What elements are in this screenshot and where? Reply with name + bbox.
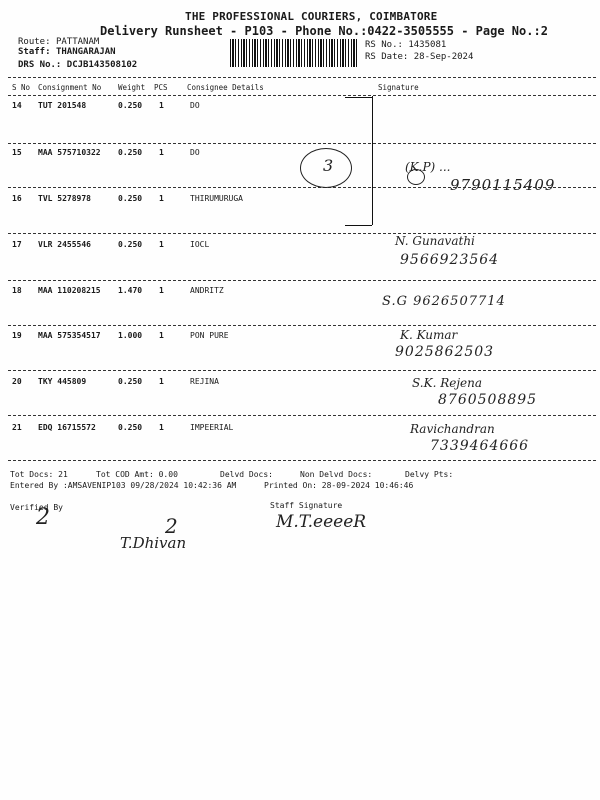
route-value: PATTANAM: [55, 37, 100, 47]
row-consignee: PON PURE: [190, 331, 229, 340]
row-sno: 20: [12, 377, 22, 386]
rs-date: RS Date: 28-Sep-2024: [365, 52, 474, 62]
company-title: THE PROFESSIONAL COURIERS, COIMBATORE: [185, 10, 438, 23]
row-consignee: DO: [190, 148, 200, 157]
row-weight: 1.470: [118, 286, 143, 295]
row-consignment: TUT 201548: [38, 101, 87, 110]
row-consignment: MAA 575710322: [38, 148, 101, 157]
staff-line: [18, 47, 116, 57]
signature-phone: 9566923564: [400, 252, 500, 268]
row-divider: [8, 233, 596, 234]
row-consignee: REJINA: [190, 377, 219, 386]
delivery-points: Delvy Pts:: [405, 470, 454, 479]
handwritten-bracket-bottom: [345, 225, 372, 226]
row-divider: [8, 370, 596, 371]
row-divider: [8, 143, 596, 144]
row-consignment: VLR 2455546: [38, 240, 91, 249]
row-weight: 0.250: [118, 240, 143, 249]
signature-name: Ravichandran: [410, 422, 495, 436]
row-sno: 19: [12, 331, 22, 340]
row-pcs: 1: [159, 377, 164, 386]
row-weight: 0.250: [118, 194, 143, 203]
row-pcs: 1: [159, 423, 164, 432]
total-cod: Tot COD Amt: 0.00: [96, 470, 178, 479]
staff-signature-label: Staff Signature: [270, 501, 343, 510]
header-rule-bottom: [8, 95, 596, 96]
row-consignment: EDQ 16715572: [38, 423, 96, 432]
row-divider: [8, 415, 596, 416]
row-pcs: 1: [159, 240, 164, 249]
printed-on: Printed On: 28-09-2024 10:46:46: [264, 481, 414, 490]
row-consignee: ANDRITZ: [190, 286, 224, 295]
verified-name-signature: T.Dhivan: [120, 534, 187, 552]
row-sno: 18: [12, 286, 22, 295]
row-divider: [8, 460, 596, 461]
row-weight: 0.250: [118, 377, 143, 386]
drs-value: DCJB143508102: [66, 60, 138, 70]
row-sno: 21: [12, 423, 22, 432]
route-line: [18, 37, 99, 47]
col-consignment: Consignment No: [38, 83, 102, 92]
signature-phone: 9790115409: [450, 176, 556, 194]
staff-label: Staff:: [18, 47, 51, 57]
header-rule-top: [8, 77, 596, 78]
verified-by-label: Verified By: [10, 503, 63, 512]
delivered-docs: Delvd Docs:: [220, 470, 273, 479]
non-delivered-docs: Non Delvd Docs:: [300, 470, 373, 479]
drs-label: DRS No.:: [18, 60, 62, 70]
drs-line: [18, 60, 137, 70]
circled-note-number: 3: [323, 156, 334, 175]
row-pcs: 1: [159, 101, 164, 110]
entered-by: Entered By :AMSAVENIP103 09/28/2024 10:42:36 AM: [10, 481, 237, 490]
row-weight: 1.000: [118, 331, 143, 340]
row-consignment: TVL 5278978: [38, 194, 91, 203]
row-sno: 16: [12, 194, 22, 203]
signature-name: K. Kumar: [400, 328, 458, 342]
signature-phone: 8760508895: [438, 392, 538, 408]
runsheet-subtitle: Delivery Runsheet - P103 - Phone No.:0422-3505555 - Page No.:2: [100, 24, 548, 38]
col-weight: Weight: [118, 83, 146, 92]
total-docs: Tot Docs: 21: [10, 470, 68, 479]
signature-name: S.K. Rejena: [412, 376, 483, 390]
staff-signature: M.T.eeeeR: [276, 512, 367, 532]
col-sno: S No: [12, 83, 31, 92]
row-weight: 0.250: [118, 148, 143, 157]
signature-name: S.G 9626507714: [382, 294, 506, 309]
row-consignment: TKY 445809: [38, 377, 87, 386]
row-consignment: MAA 575354517: [38, 331, 101, 340]
signature-name: (K.P) ...: [405, 160, 451, 174]
row-divider: [8, 280, 596, 281]
col-consignee: Consignee Details: [187, 83, 264, 92]
handwritten-bracket-line: [372, 96, 373, 225]
signature-phone: 7339464666: [430, 438, 530, 454]
rs-number: RS No.: 1435081: [365, 40, 447, 50]
row-consignee: DO: [190, 101, 200, 110]
row-pcs: 1: [159, 148, 164, 157]
row-weight: 0.250: [118, 423, 143, 432]
staff-value: THANGARAJAN: [55, 47, 116, 57]
route-label: Route:: [18, 37, 51, 47]
row-sno: 14: [12, 101, 22, 110]
col-signature: Signature: [378, 83, 419, 92]
verified-signature: 2: [36, 505, 50, 530]
row-pcs: 1: [159, 194, 164, 203]
row-consignee: THIRUMURUGA: [190, 194, 243, 203]
signature-circle: [407, 169, 425, 185]
row-sno: 17: [12, 240, 22, 249]
signature-phone: 9025862503: [395, 344, 495, 360]
barcode: [230, 39, 358, 67]
signature-name: N. Gunavathi: [395, 234, 475, 248]
row-pcs: 1: [159, 331, 164, 340]
row-pcs: 1: [159, 286, 164, 295]
row-divider: [8, 325, 596, 326]
row-weight: 0.250: [118, 101, 143, 110]
row-sno: 15: [12, 148, 22, 157]
row-consignment: MAA 110208215: [38, 286, 101, 295]
row-consignee: IOCL: [190, 240, 210, 249]
row-consignee: IMPEERIAL: [190, 423, 234, 432]
verified-signature-mark: 2: [165, 514, 178, 538]
handwritten-bracket-top: [345, 97, 372, 98]
col-pcs: PCS: [154, 83, 168, 92]
